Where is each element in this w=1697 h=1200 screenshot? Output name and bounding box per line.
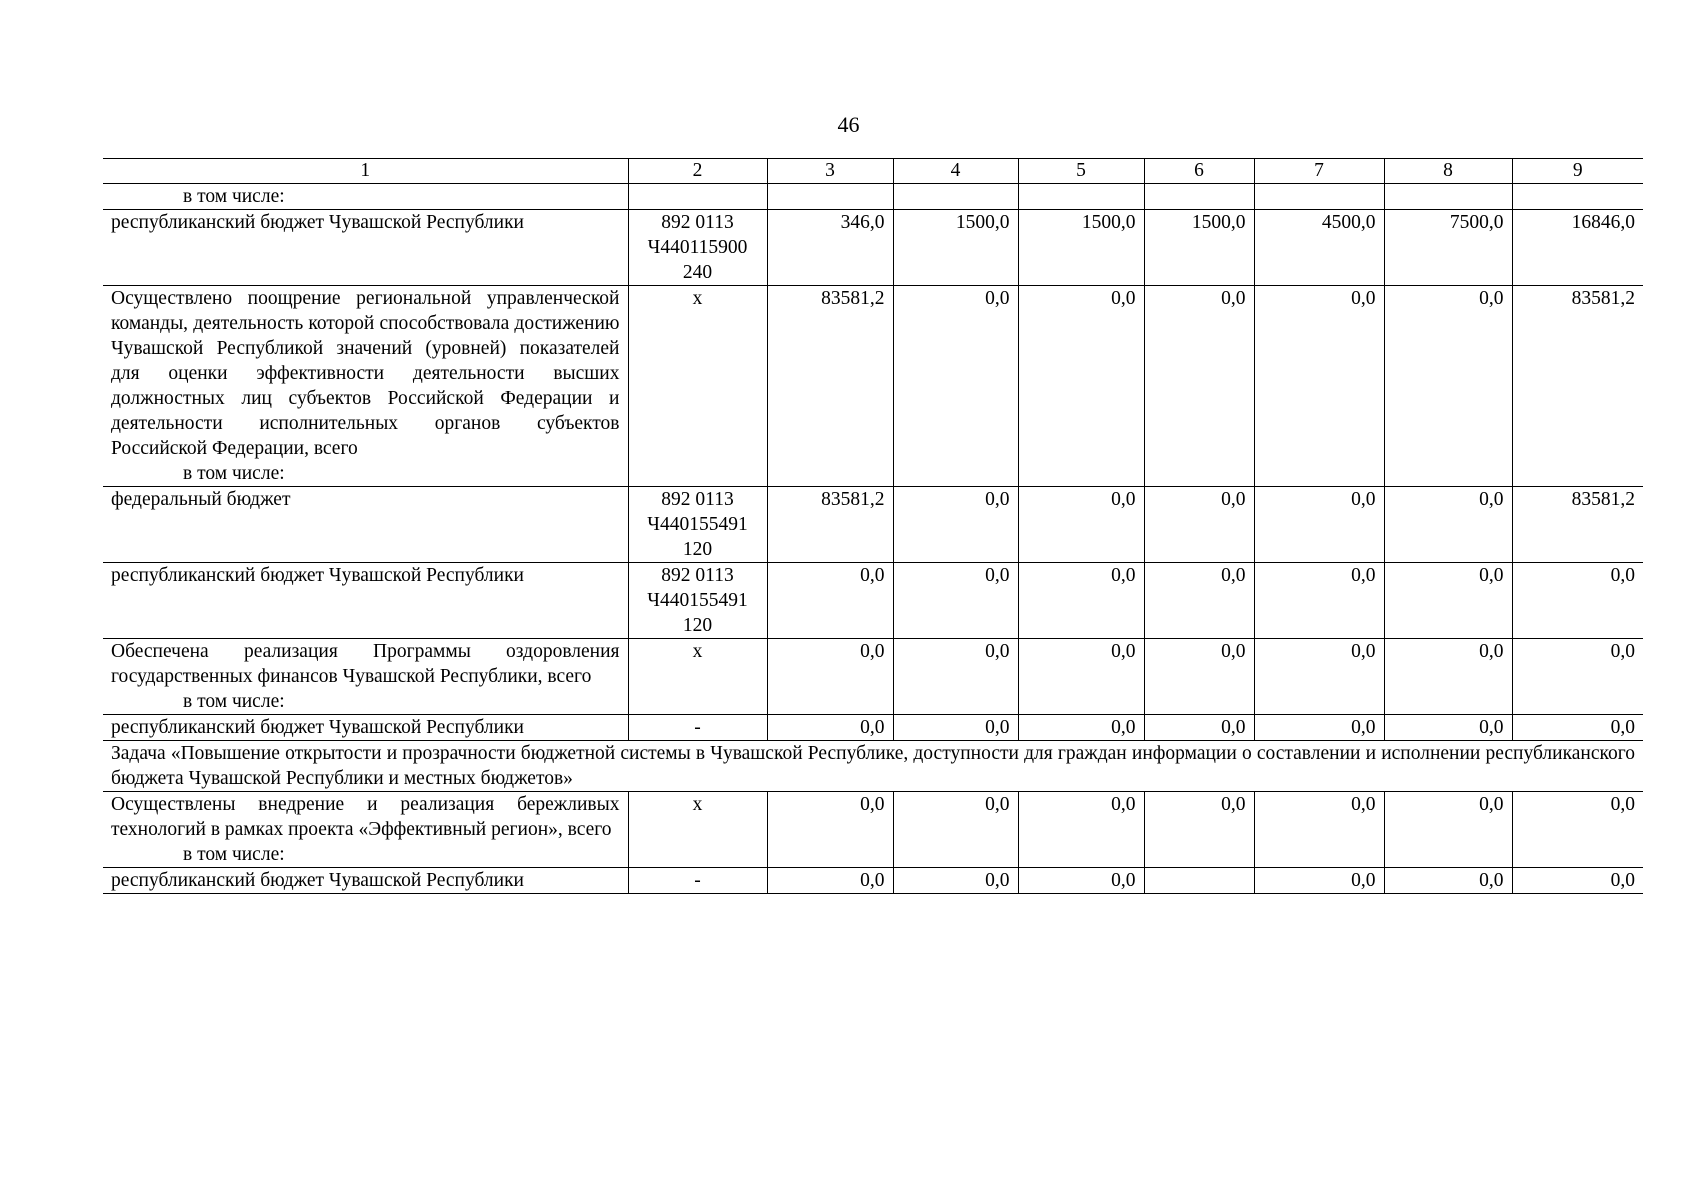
- value-cell: 0,0: [1512, 868, 1643, 894]
- value-cell: 0,0: [1018, 639, 1144, 715]
- table-row: [103, 715, 1643, 741]
- budget-code: 892 0113 Ч440155491 120: [628, 487, 767, 563]
- task-heading: Задача «Повышение открытости и прозрачности бюджетной системы в Чувашской Республике, доступности для граждан информации о составлении и исполнении республиканского бюджета Чувашской Республики и местных бюджетов»: [103, 741, 1643, 792]
- budget-code: x: [628, 792, 767, 868]
- value-cell: 0,0: [1384, 563, 1512, 639]
- table-row-total: [103, 639, 1643, 715]
- row-label: федеральный бюджет: [103, 487, 628, 563]
- table-row: [103, 210, 1643, 286]
- value-cell: 0,0: [1018, 868, 1144, 894]
- table-row: [103, 184, 1643, 210]
- value-cell: 0,0: [1512, 715, 1643, 741]
- value-cell: 7500,0: [1384, 210, 1512, 286]
- value-cell: 0,0: [1144, 487, 1254, 563]
- value-cell: 0,0: [1254, 286, 1384, 487]
- column-number: 2: [628, 159, 767, 184]
- value-cell: 0,0: [1384, 286, 1512, 487]
- row-sublabel: в том числе:: [183, 691, 285, 712]
- column-number-row: [103, 159, 1643, 184]
- value-cell: 0,0: [1254, 715, 1384, 741]
- value-cell: 1500,0: [1144, 210, 1254, 286]
- table-row: [103, 563, 1643, 639]
- value-cell: 0,0: [1018, 563, 1144, 639]
- value-cell: 0,0: [1384, 487, 1512, 563]
- value-cell: 0,0: [893, 563, 1018, 639]
- column-number: 4: [893, 159, 1018, 184]
- row-label: Осуществлены внедрение и реализация бережливых технологий в рамках проекта «Эффективный регион», всего: [111, 794, 620, 840]
- value-cell: 0,0: [767, 792, 893, 868]
- value-cell: 346,0: [767, 210, 893, 286]
- value-cell: 0,0: [1384, 715, 1512, 741]
- budget-code: -: [628, 715, 767, 741]
- value-cell: 0,0: [1384, 639, 1512, 715]
- value-cell: 16846,0: [1512, 210, 1643, 286]
- value-cell: 0,0: [893, 792, 1018, 868]
- value-cell: [1384, 184, 1512, 210]
- value-cell: 0,0: [1018, 715, 1144, 741]
- value-cell: 0,0: [1144, 715, 1254, 741]
- row-label: республиканский бюджет Чувашской Республики: [103, 563, 628, 639]
- value-cell: [1144, 184, 1254, 210]
- value-cell: 0,0: [1512, 563, 1643, 639]
- value-cell: 0,0: [1144, 286, 1254, 487]
- budget-code: -: [628, 868, 767, 894]
- value-cell: 0,0: [767, 868, 893, 894]
- column-number: 9: [1512, 159, 1643, 184]
- column-number: 3: [767, 159, 893, 184]
- value-cell: 0,0: [1144, 639, 1254, 715]
- value-cell: 83581,2: [767, 286, 893, 487]
- value-cell: 1500,0: [893, 210, 1018, 286]
- value-cell: 0,0: [1018, 792, 1144, 868]
- value-cell: 4500,0: [1254, 210, 1384, 286]
- row-label: Осуществлено поощрение региональной управленческой команды, деятельность которой способствовала достижению Чувашской Республикой значений (уровней) показателей для оценки эффективности деятельности высших должностных лиц субъектов Российской Федерации и деятельности исполнительных органов субъектов Российской Федерации, всего: [111, 288, 620, 459]
- row-label: Обеспечена реализация Программы оздоровления государственных финансов Чувашской Республики, всего: [111, 641, 620, 687]
- table-row: [103, 868, 1643, 894]
- row-label-cell: [103, 184, 628, 210]
- value-cell: 1500,0: [1018, 210, 1144, 286]
- row-sublabel: в том числе:: [183, 186, 285, 207]
- value-cell: [1018, 184, 1144, 210]
- task-row: [103, 741, 1643, 792]
- value-cell: 0,0: [1512, 639, 1643, 715]
- value-cell: 0,0: [767, 563, 893, 639]
- column-number: 1: [103, 159, 628, 184]
- table-row-total: [103, 792, 1643, 868]
- column-number: 8: [1384, 159, 1512, 184]
- column-number: 6: [1144, 159, 1254, 184]
- value-cell: [1144, 868, 1254, 894]
- value-cell: 0,0: [1144, 563, 1254, 639]
- column-number: 7: [1254, 159, 1384, 184]
- budget-code: [628, 184, 767, 210]
- row-sublabel: в том числе:: [183, 844, 285, 865]
- value-cell: 0,0: [893, 286, 1018, 487]
- row-sublabel: в том числе:: [183, 463, 285, 484]
- column-number: 5: [1018, 159, 1144, 184]
- row-label: республиканский бюджет Чувашской Республики: [103, 210, 628, 286]
- table-row: [103, 487, 1643, 563]
- budget-code: x: [628, 286, 767, 487]
- budget-code: 892 0113 Ч440155491 120: [628, 563, 767, 639]
- value-cell: 0,0: [893, 715, 1018, 741]
- value-cell: 0,0: [1018, 286, 1144, 487]
- value-cell: 0,0: [1512, 792, 1643, 868]
- row-label-cell: [103, 639, 628, 715]
- value-cell: 0,0: [1254, 868, 1384, 894]
- value-cell: 0,0: [1254, 639, 1384, 715]
- value-cell: 0,0: [767, 715, 893, 741]
- value-cell: 0,0: [893, 487, 1018, 563]
- row-label-cell: [103, 792, 628, 868]
- value-cell: 0,0: [893, 639, 1018, 715]
- budget-table: [103, 158, 1643, 894]
- value-cell: 0,0: [1384, 868, 1512, 894]
- value-cell: [893, 184, 1018, 210]
- value-cell: 0,0: [1254, 487, 1384, 563]
- value-cell: 83581,2: [1512, 487, 1643, 563]
- value-cell: 83581,2: [767, 487, 893, 563]
- value-cell: 0,0: [1254, 563, 1384, 639]
- value-cell: 83581,2: [1512, 286, 1643, 487]
- value-cell: 0,0: [1144, 792, 1254, 868]
- value-cell: 0,0: [1018, 487, 1144, 563]
- table-row-total: [103, 286, 1643, 487]
- budget-code: x: [628, 639, 767, 715]
- value-cell: [767, 184, 893, 210]
- value-cell: [1254, 184, 1384, 210]
- page-number: 46: [837, 112, 860, 137]
- value-cell: 0,0: [767, 639, 893, 715]
- row-label-cell: [103, 286, 628, 487]
- value-cell: 0,0: [1254, 792, 1384, 868]
- row-label: республиканский бюджет Чувашской Республики: [103, 715, 628, 741]
- value-cell: 0,0: [893, 868, 1018, 894]
- value-cell: [1512, 184, 1643, 210]
- value-cell: 0,0: [1384, 792, 1512, 868]
- row-label: республиканский бюджет Чувашской Республики: [103, 868, 628, 894]
- budget-code: 892 0113 Ч440115900 240: [628, 210, 767, 286]
